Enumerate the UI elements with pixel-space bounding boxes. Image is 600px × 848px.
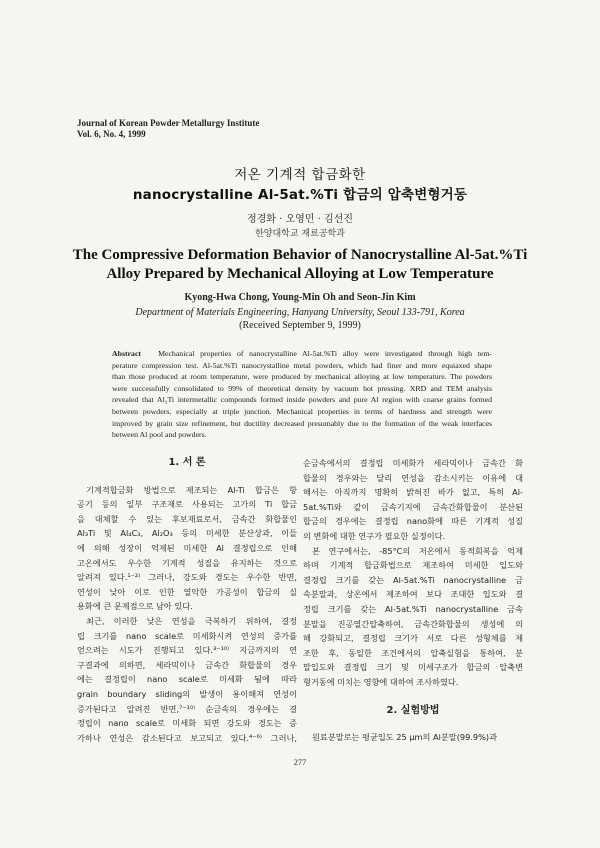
body-line: 하며 기계적 합금화법으로 제조하여 미세한 입도와 [303,560,523,571]
left-column [77,456,297,745]
abstract [112,348,492,441]
received-date: (Received September 9, 1999) [239,320,361,331]
journal-name: Journal of Korean Powder Metallurgy Institute [77,118,260,128]
section-heading-introduction: 1. 서 론 [168,457,206,468]
right-column [303,456,523,745]
korean-authors: 정경화 · 오영민 · 김선진 [246,214,353,225]
abstract-line: were successfully consolidated to 99% of theoretical density by vacuum hot pressing. XRD and TEM analysis [112,383,492,393]
body-line: 을 대체할 수 있는 후보재료로서, 금속간 화합물인 [77,513,297,524]
body-line: 알려져 있다.¹⁻²⁾ 그러나, 강도와 경도는 우수한 반면, [77,572,297,583]
body-line: 의 변화에 대한 연구가 필요한 실정이다. [303,530,446,541]
body-line: 결정립 크기를 갖는 Al-5at.%Ti nanocrystalline 금 [303,574,523,585]
abstract-label: Abstract [112,349,142,358]
abstract-line: Mechanical properties of nanocrystalline Al-5at.%Ti alloy were investigated through high tem- [158,349,492,358]
body-line: 순금속에서의 결정립 미세화가 세라믹이나 금속간 화 [303,458,523,468]
body-line: 립 크기를 nano scale로 미세화시켜 연성의 증가를 [77,630,297,641]
abstract-line: perature compression test. Al-5at.%Ti nanocrystalline metal powders, which had finer and more equiaxed shape [112,360,492,370]
english-title-line-2: Alloy Prepared by Mechanical Alloying at Low Temperature [106,266,494,282]
journal-header [77,118,259,140]
section-heading-experimental: 2. 실험방법 [386,704,440,716]
korean-affiliation: 한양대학교 재료공학과 [255,229,345,239]
body-line: 분말을 진공열간압축하여, 금속간화합물의 생성에 의 [303,618,523,629]
body-line: 용화에 큰 문제점으로 남아 있다. [77,601,193,612]
body-line: 해서는 아직까지 명확히 밝혀진 바가 없고, 특히 Al- [303,487,523,498]
body-line: 형거동에 미치는 영향에 대하여 조사하였다. [303,676,459,687]
body-line: 합물의 경우와는 달리 연성을 감소시키는 이유에 대 [303,472,523,483]
body-line: 최근, 이러한 낮은 연성을 극복하기 위하여, 결정 [86,615,297,626]
body-line: 구결과에 의하면, 세라믹이나 금속간 화합물의 경우 [77,659,297,670]
english-affiliation: Department of Materials Engineering, Hanyang University, Seoul 133-791, Korea [135,307,465,318]
body-line: 기계적합금화 방법으로 제조되는 Al-Ti 합금은 항 [86,484,297,495]
abstract-line: improved by grain size refinement, but ductility decreased presumably due to the formation of the weak interfaces [112,418,492,428]
page-number: 277 [293,757,307,767]
abstract-line: between Al pool and powders. [112,430,207,440]
body-line: 연성이 낮아 이로 인한 열악한 가공성이 합금의 실 [77,586,297,597]
body-line: 정립이 nano scale로 미세화 되면 강도와 경도는 증 [77,718,297,729]
abstract-line: than those produced at room temperature, were produced by mechanical alloying at low temperature. The powders [112,372,492,382]
korean-title-line-2: nanocrystalline Al-5at.%Ti 합금의 압축변형거동 [132,187,468,203]
english-authors: Kyong-Hwa Chong, Young-Min Oh and Seon-Jin Kim [184,292,416,303]
korean-title-line-1: 저온 기계적 합금화한 [234,167,366,183]
body-line: 에 의해 성장이 억제된 미세한 Al 결정립으로 인해 [77,542,297,553]
body-line: 증가된다고 알려진 반면,⁷⁻¹⁰⁾ 순금속의 경우에는 결 [77,703,297,714]
body-line: 해 강화되고, 결정립 크기가 서로 다른 성형체를 제 [303,633,523,644]
body-line: 에는 결정립이 nano scale로 미세화 됨에 따라 [77,674,297,685]
body-line: 가하나 연성은 감소된다고 보고되고 있다.⁴⁻⁶⁾ 그러나, [77,732,297,743]
abstract-line: between powders, especially at triple junction. Mechanical properties in terms of hardness and strength were [112,406,492,416]
body-line: grain boundary sliding의 발생이 용이해져 연성이 [77,688,297,699]
body-line: 속분말과, 상온에서 제조하여 보다 조대한 입도와 결 [303,589,523,600]
body-line: Al₃Ti 및 Al₄C₃, Al₂O₃ 등의 미세한 분산상과, 이들 [77,528,297,539]
english-title-line-1: The Compressive Deformation Behavior of Nanocrystalline Al-5at.%Ti [72,247,528,263]
abstract-line: revealed that Al₃Ti intermetallic compounds formed inside powders and pure Al region with coarse grains formed [112,395,492,405]
body-line: 공기 등의 일부 구조재로 사용되는 고가의 Ti 합금 [77,499,297,510]
body-line: 본 연구에서는, -85°C의 저온에서 동적회복을 억제 [312,545,523,556]
body-line: 말입도와 결정립 크기 및 미세구조가 합금의 압축변 [303,662,523,673]
journal-volume: Vol. 6, No. 4, 1999 [77,129,146,139]
body-line: 5at.%Ti와 같이 금속기지에 금속간화합물이 분산된 [303,501,523,512]
body-line: 얻으려는 시도가 진행되고 있다.³⁻¹⁰⁾ 지금까지의 연 [77,645,297,656]
body-line: 정립 크기를 갖는 Al-5at.%Ti nanocrystalline 금속 [303,603,523,614]
body-line: 조한 후, 동일한 조건에서의 압축실험을 통하여, 분 [303,647,523,658]
body-line: 고온에서도 우수한 기계적 성질을 유지하는 것으로 [77,557,297,568]
body-line: 합금의 경우에는 결정립 nano화에 따른 기계적 성질 [303,516,523,527]
body-line: 원료분말로는 평균입도 25 μm의 Al분말(99.9%)과 [312,732,498,743]
